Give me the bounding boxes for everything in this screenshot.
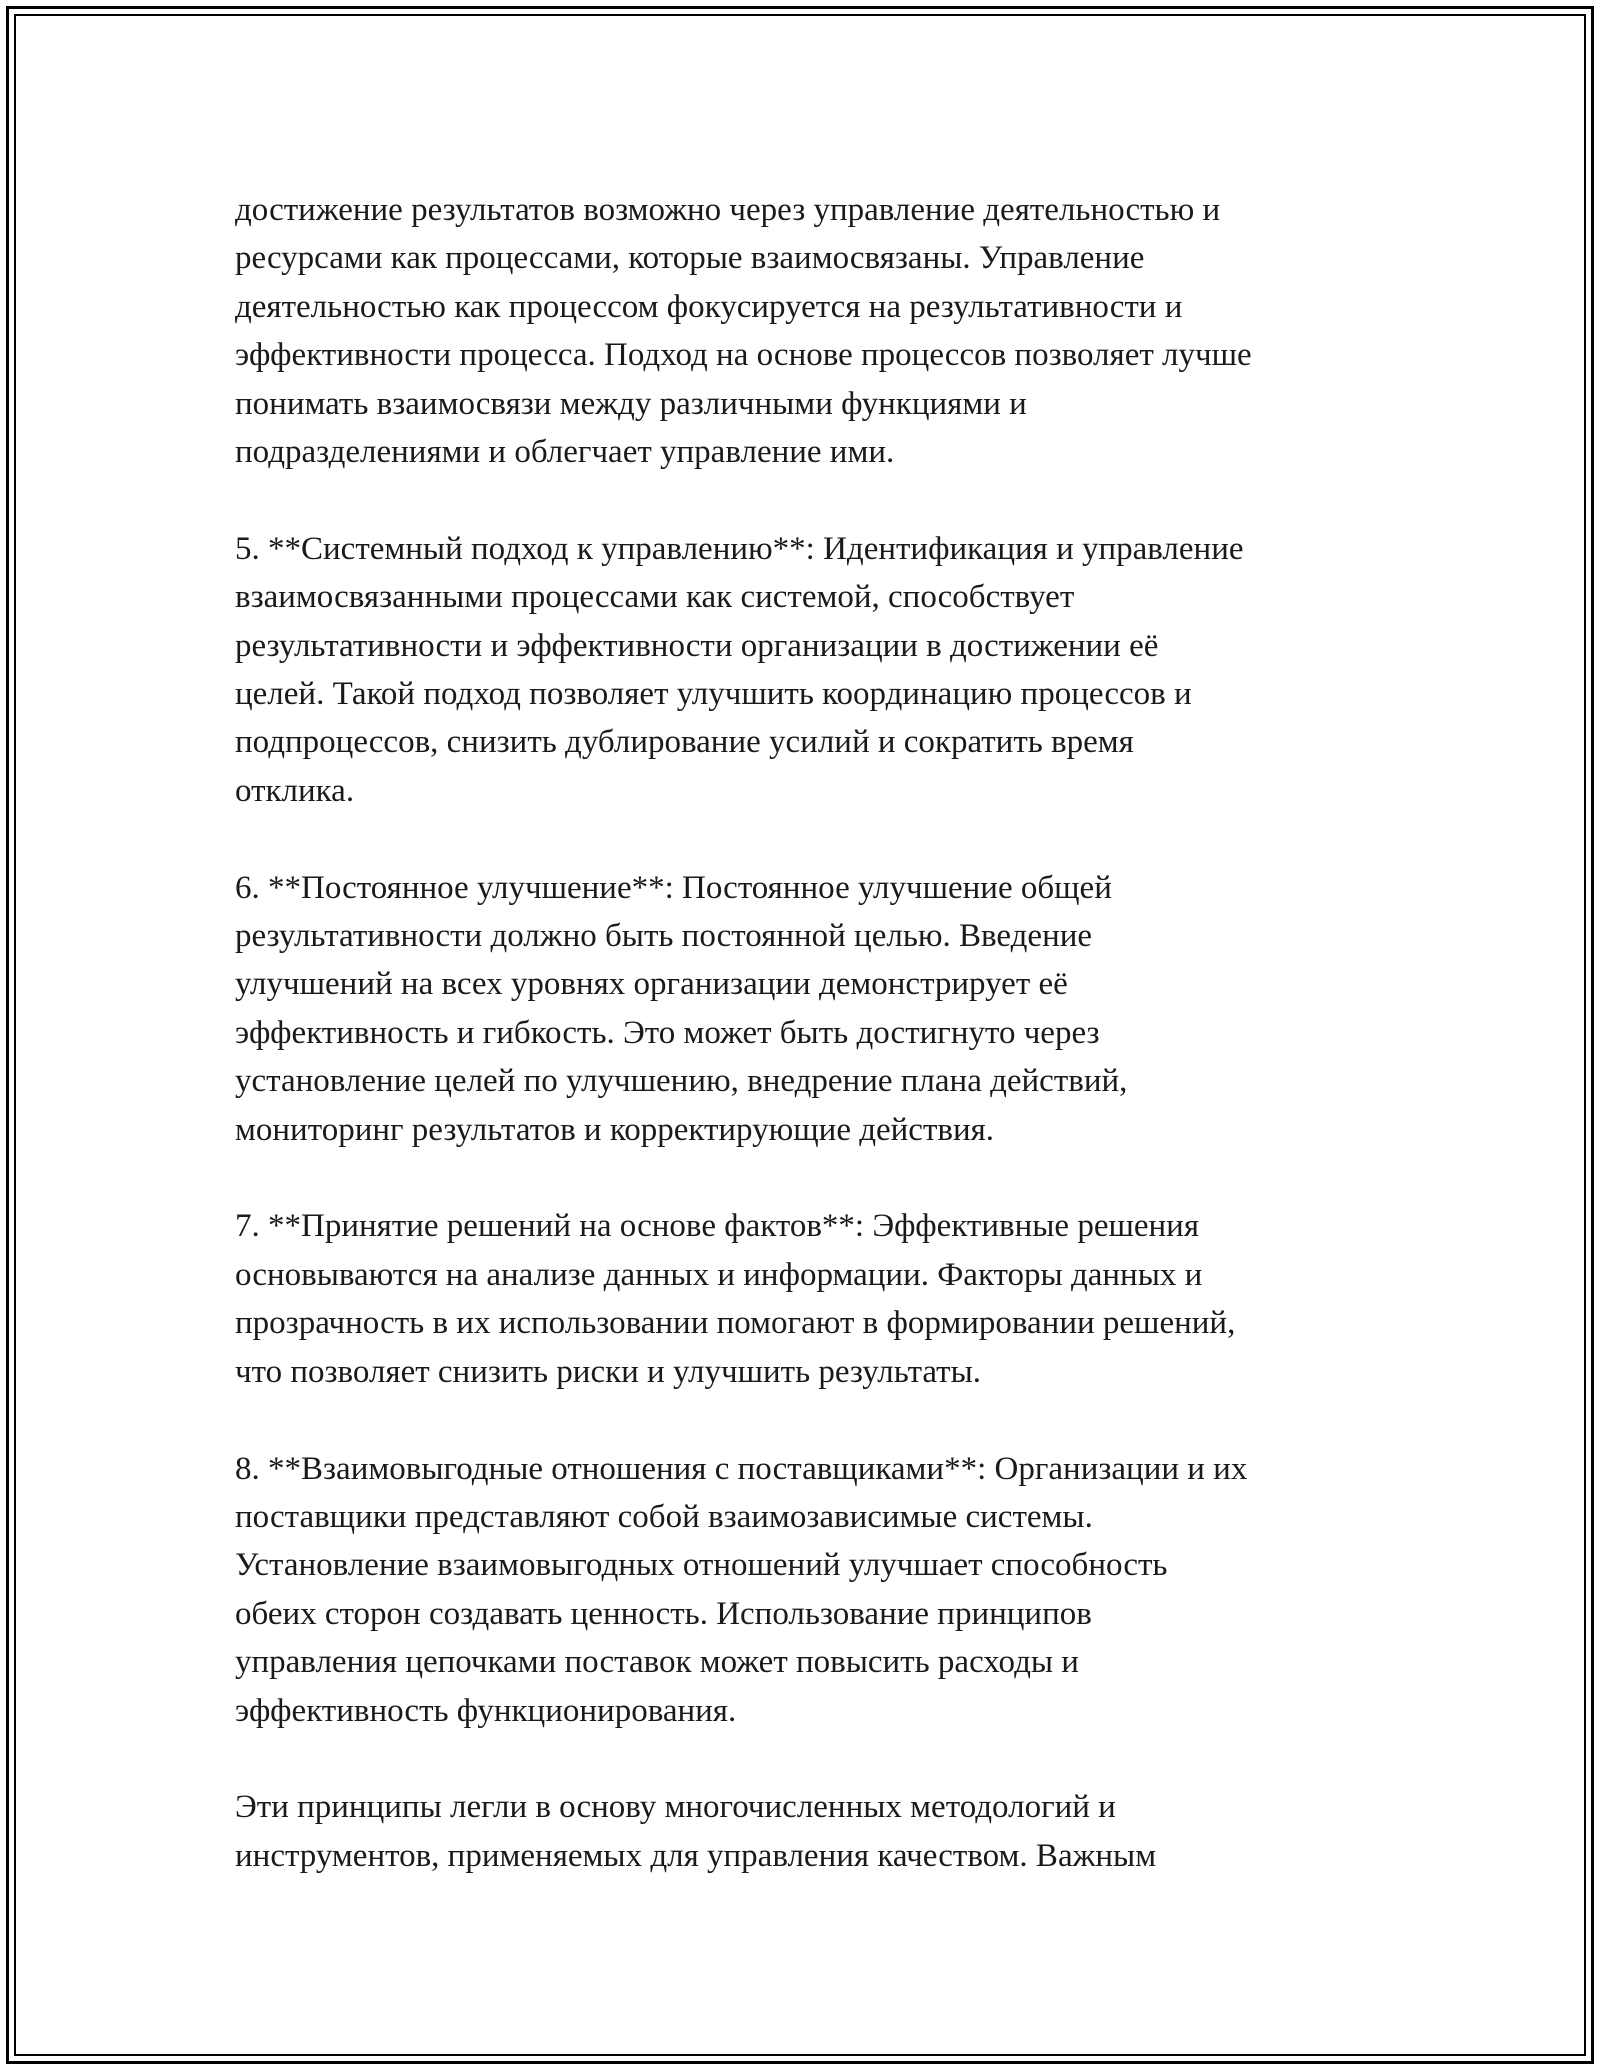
text-line: ресурсами как процессами, которые взаимосвязаны. Управление	[235, 240, 1145, 277]
text-line: что позволяет снизить риски и улучшить результаты.	[235, 1353, 982, 1390]
text-line: Установление взаимовыгодных отношений улучшает способность	[235, 1547, 1168, 1584]
text-line: основываются на анализе данных и информации. Факторы данных и	[235, 1256, 1203, 1293]
text-line: достижение результатов возможно через управление деятельностью и	[235, 192, 1221, 228]
text-line: подпроцессов, снизить дублирование усилий и сократить время	[235, 724, 1134, 761]
text-line: подразделениями и облегчает управление ими.	[235, 434, 895, 471]
text-line: 5. **Системный подход к управлению**: Идентификация и управление	[235, 530, 1244, 567]
text-line: 8. **Взаимовыгодные отношения с поставщиками**: Организации и их	[235, 1450, 1248, 1487]
text-line: эффективности процесса. Подход на основе процессов позволяет лучше	[235, 337, 1252, 374]
text-line: отклика.	[235, 772, 355, 809]
text-line: результативности и эффективности организации в достижении её	[235, 627, 1159, 664]
text-line: взаимосвязанными процессами как системой, способствует	[235, 579, 1075, 616]
text-line: деятельностью как процессом фокусируется на результативности и	[235, 288, 1183, 325]
text-line: Эти принципы легли в основу многочисленных методологий и	[235, 1789, 1116, 1826]
text-line: 7. **Принятие решений на основе фактов**: Эффективные решения	[235, 1208, 1200, 1245]
paragraph-principles-summary	[235, 1783, 1415, 1880]
paragraph-supplier-relations	[235, 1445, 1415, 1735]
text-line: обеих сторон создавать ценность. Использование принципов	[235, 1595, 1092, 1632]
text-line: понимать взаимосвязи между различными функциями и	[235, 385, 1027, 422]
text-line: 6. **Постоянное улучшение**: Постоянное улучшение общей	[235, 869, 1112, 906]
text-line: установление целей по улучшению, внедрение плана действий,	[235, 1063, 1128, 1100]
text-line: управления цепочками поставок может повысить расходы и	[235, 1644, 1079, 1681]
text-line: целей. Такой подход позволяет улучшить координацию процессов и	[235, 676, 1192, 713]
text-line: мониторинг результатов и корректирующие действия.	[235, 1111, 995, 1148]
text-line: эффективность и гибкость. Это может быть достигнуто через	[235, 1014, 1100, 1051]
paragraph-fact-based-decisions	[235, 1202, 1415, 1396]
paragraph-continuous-improvement	[235, 864, 1415, 1154]
document-body	[235, 186, 1415, 1880]
text-line: улучшений на всех уровнях организации демонстрирует её	[235, 966, 1068, 1003]
paragraph-process-approach-continued	[235, 186, 1415, 476]
text-line: результативности должно быть постоянной целью. Введение	[235, 918, 1093, 955]
text-line: поставщики представляют собой взаимозависимые системы.	[235, 1498, 1093, 1535]
paragraph-system-approach	[235, 525, 1415, 815]
text-line: инструментов, применяемых для управления качеством. Важным	[235, 1837, 1157, 1874]
text-line: эффективность функционирования.	[235, 1692, 737, 1729]
text-line: прозрачность в их использовании помогают в формировании решений,	[235, 1305, 1236, 1342]
